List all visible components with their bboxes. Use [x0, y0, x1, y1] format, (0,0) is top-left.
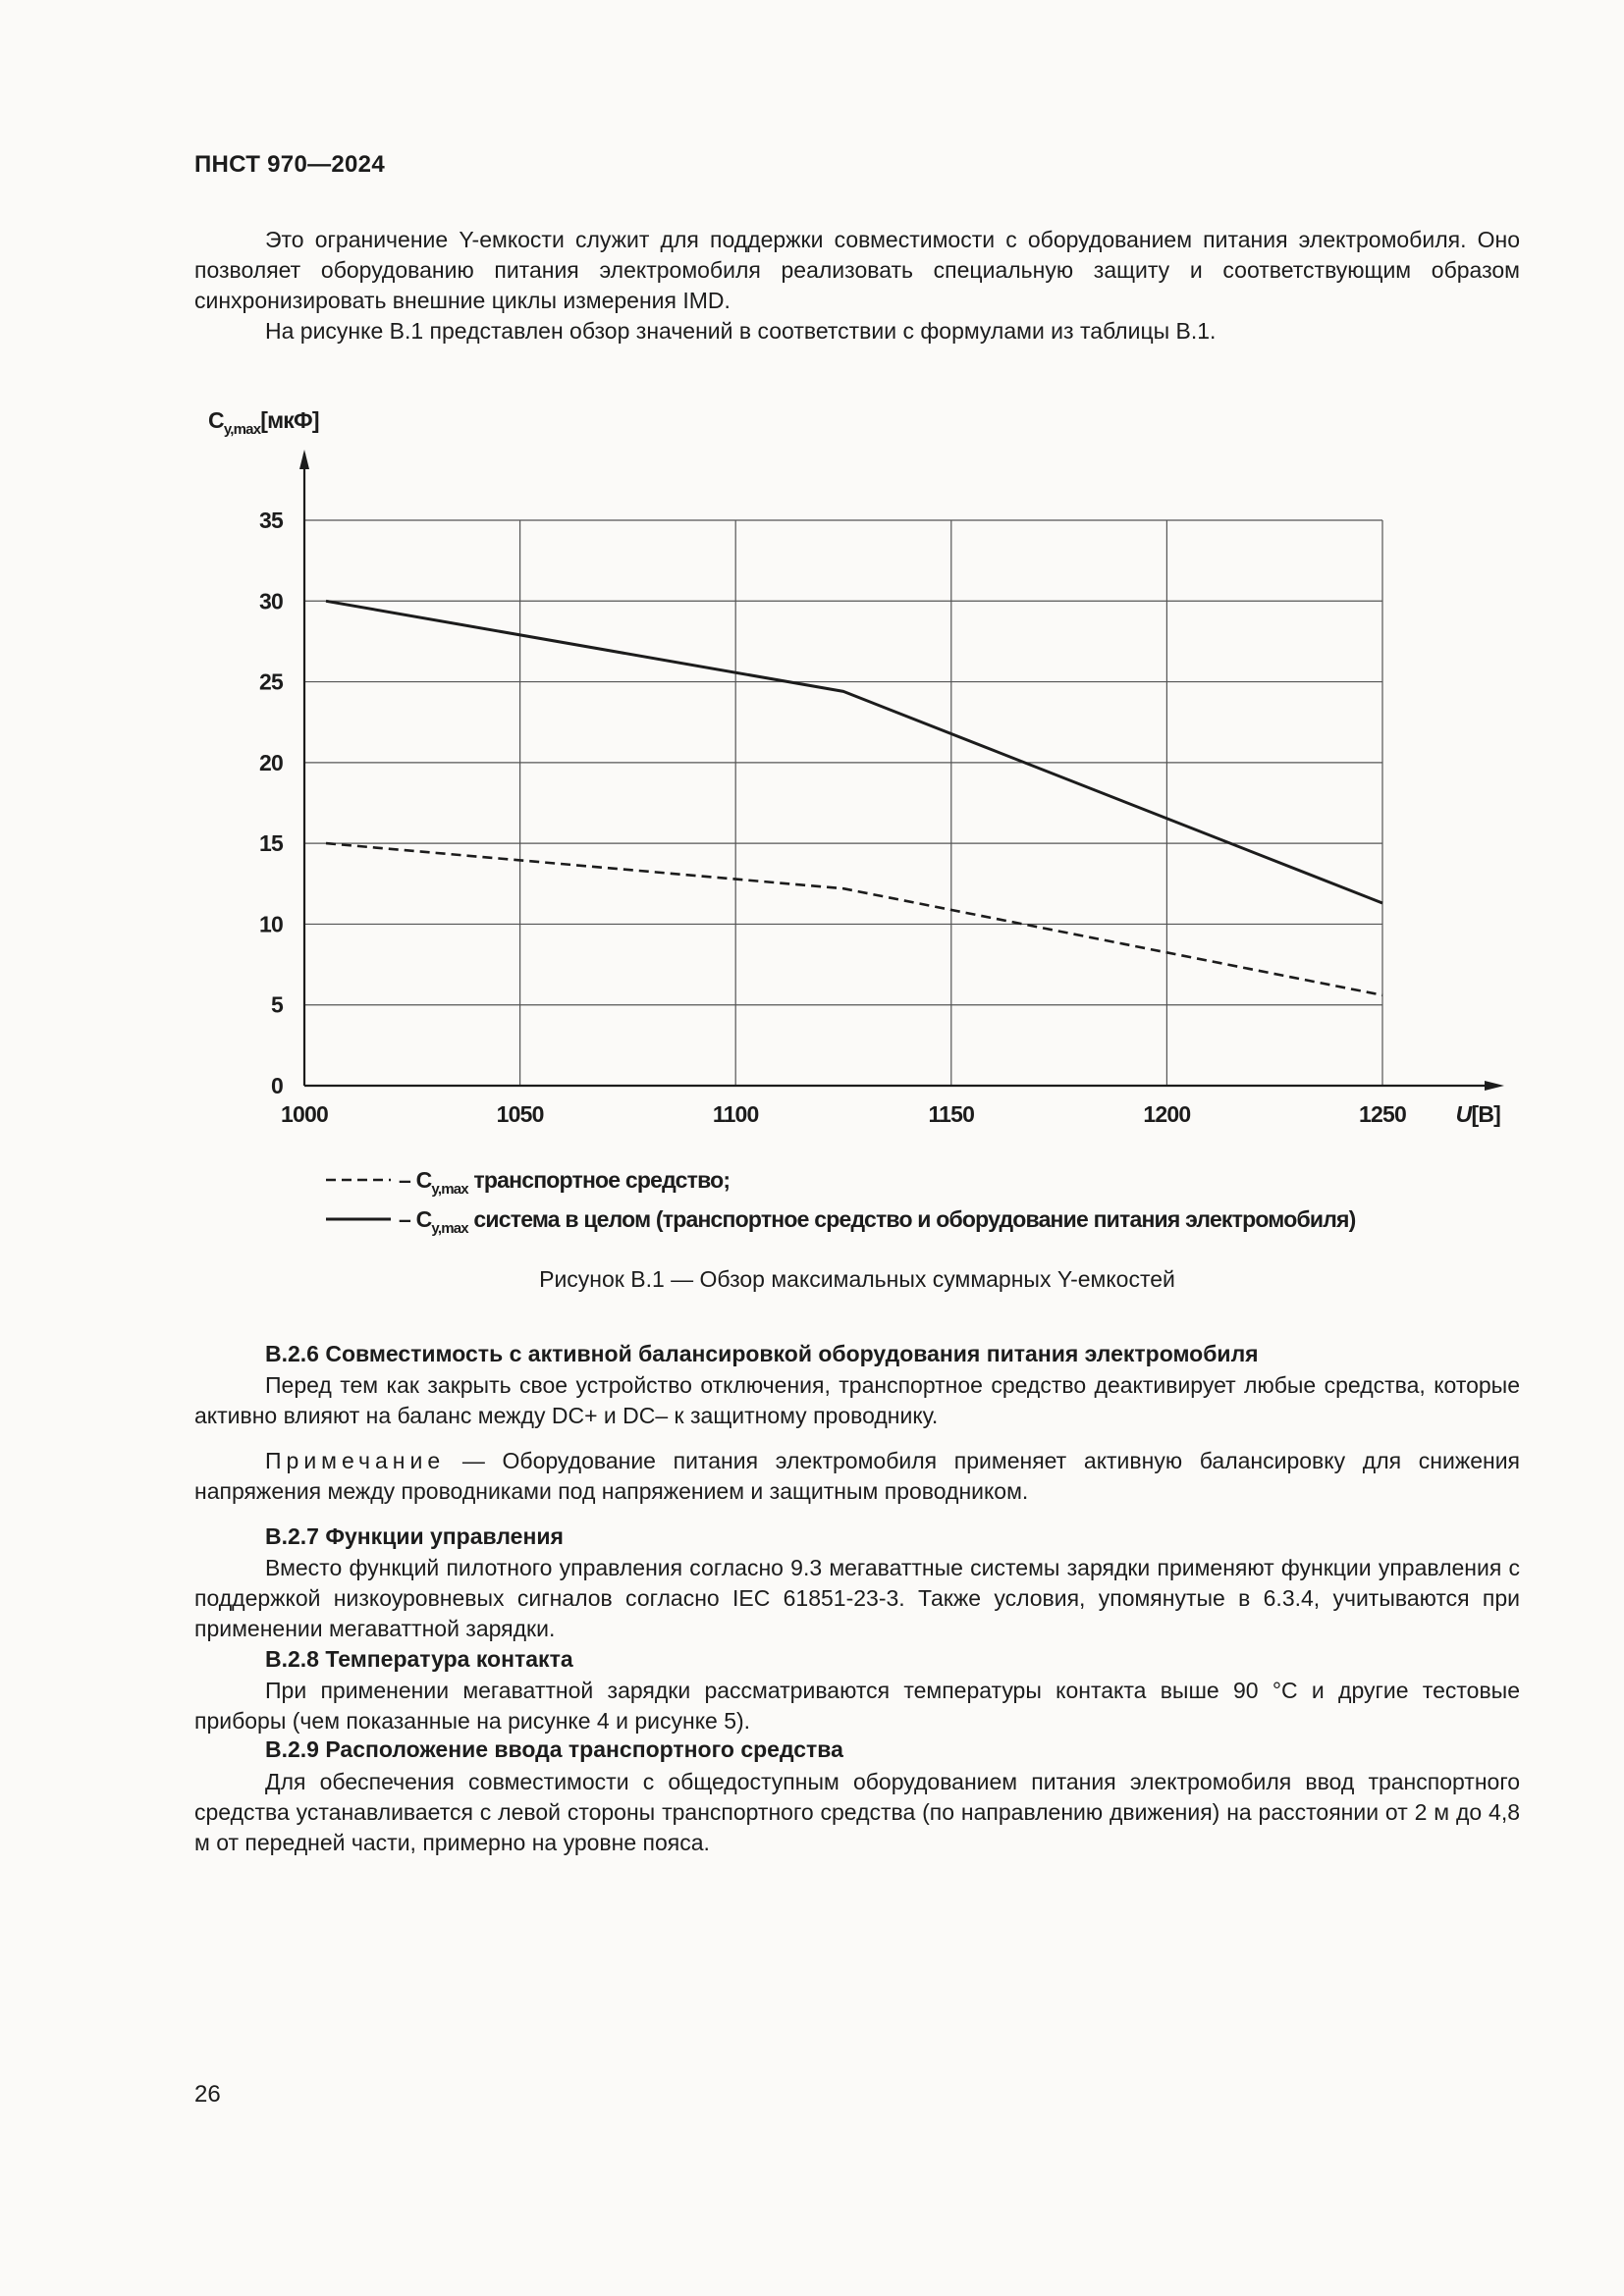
intro-paragraph-1: Это ограничение Y-емкости служит для поддержки совместимости с оборудованием питания электромобиля. Оно позволяет оборудованию питания электромобиля реализовать специальную защиту и соответствующим образом синхронизировать внешние циклы измерения IMD.: [194, 227, 1520, 313]
y-tick-label: 30: [259, 588, 283, 614]
section-b26-paragraph: Перед тем как закрыть свое устройство отключения, транспортное средство деактивирует любые средства, которые активно влияют на баланс между DC+ и DC– к защитному проводнику.: [194, 1372, 1520, 1428]
section-b27-heading: B.2.7 Функции управления: [265, 1523, 564, 1549]
y-axis-label: $C_{y,max}[мкФ]$: [208, 407, 319, 438]
y-tick-label: 35: [259, 507, 283, 533]
section-b26-note: [194, 1446, 1520, 1507]
document-id: ПНСТ 970—2024: [194, 151, 385, 178]
section-b26-heading: B.2.6 Совместимость с активной балансировкой оборудования питания электромобиля: [265, 1341, 1259, 1366]
legend-label-system: – $C_{y,max}$ система в целом (транспортное средство и оборудование питания электромобиля): [399, 1206, 1356, 1237]
section-b26-body: [194, 1370, 1520, 1431]
y-tick-label: 20: [259, 749, 283, 775]
section-b29-body: [194, 1767, 1520, 1858]
x-tick-label: 1000: [281, 1101, 328, 1127]
section-b29-paragraph: Для обеспечения совместимости с общедоступным оборудованием питания электромобиля ввод транспортного средства устанавливается с левой стороны транспортного средства (по направлению движения) на расстоянии от 2 м до 4,8 м от передней части, примерно на уровне пояса.: [194, 1769, 1520, 1855]
figure-caption: Рисунок В.1 — Обзор максимальных суммарных Y-емкостей: [539, 1266, 1175, 1292]
x-tick-label: 1150: [928, 1101, 975, 1127]
legend-label-vehicle: – $C_{y,max}$ транспортное средство;: [399, 1167, 731, 1198]
page-number: 26: [194, 2081, 221, 2108]
intro-paragraph-2: На рисунке В.1 представлен обзор значений в соответствии с формулами из таблицы В.1.: [265, 318, 1217, 344]
section-b27-body: [194, 1553, 1520, 1644]
intro-text: [194, 225, 1520, 347]
section-b28-heading: B.2.8 Температура контакта: [265, 1646, 573, 1672]
y-tick-label: 25: [259, 668, 283, 695]
x-tick-label: 1050: [496, 1101, 544, 1127]
x-tick-label: 1250: [1359, 1101, 1406, 1127]
x-tick-label: 1200: [1143, 1101, 1191, 1127]
section-b27-paragraph: Вместо функций пилотного управления согласно 9.3 мегаваттные системы зарядки применяют функции управления с поддержкой низкоуровневых сигналов согласно IEC 61851-23-3. Также условия, упомянутые в 6.3.4, учитываются при применении мегаваттной зарядки.: [194, 1555, 1520, 1641]
section-b28-paragraph: При применении мегаваттной зарядки рассматриваются температуры контакта выше 90 °С и другие тестовые приборы (чем показанные на рисунке 4 и рисунке 5).: [194, 1678, 1520, 1734]
note-paragraph: [194, 1446, 1520, 1507]
x-axis-arrow: [1485, 1081, 1504, 1091]
series-vehicle-line: [326, 843, 1382, 995]
note-body: — Оборудование питания электромобиля применяет активную балансировку для снижения напряжения между проводниками под напряжением и защитным проводником.: [194, 1448, 1520, 1504]
x-tick-label: 1100: [712, 1101, 759, 1127]
note-label: Примечание: [265, 1448, 446, 1473]
y-tick-label: 10: [259, 911, 283, 937]
y-tick-label: 15: [259, 830, 283, 857]
section-b28-body: [194, 1676, 1520, 1736]
x-axis-label: U[В]: [1455, 1101, 1500, 1127]
y-axis-arrow: [299, 450, 309, 469]
section-b29-heading: B.2.9 Расположение ввода транспортного средства: [265, 1736, 843, 1762]
y-tick-label: 0: [271, 1073, 283, 1098]
figure-b1-chart: [187, 393, 1522, 1256]
y-tick-label: 5: [271, 991, 283, 1018]
